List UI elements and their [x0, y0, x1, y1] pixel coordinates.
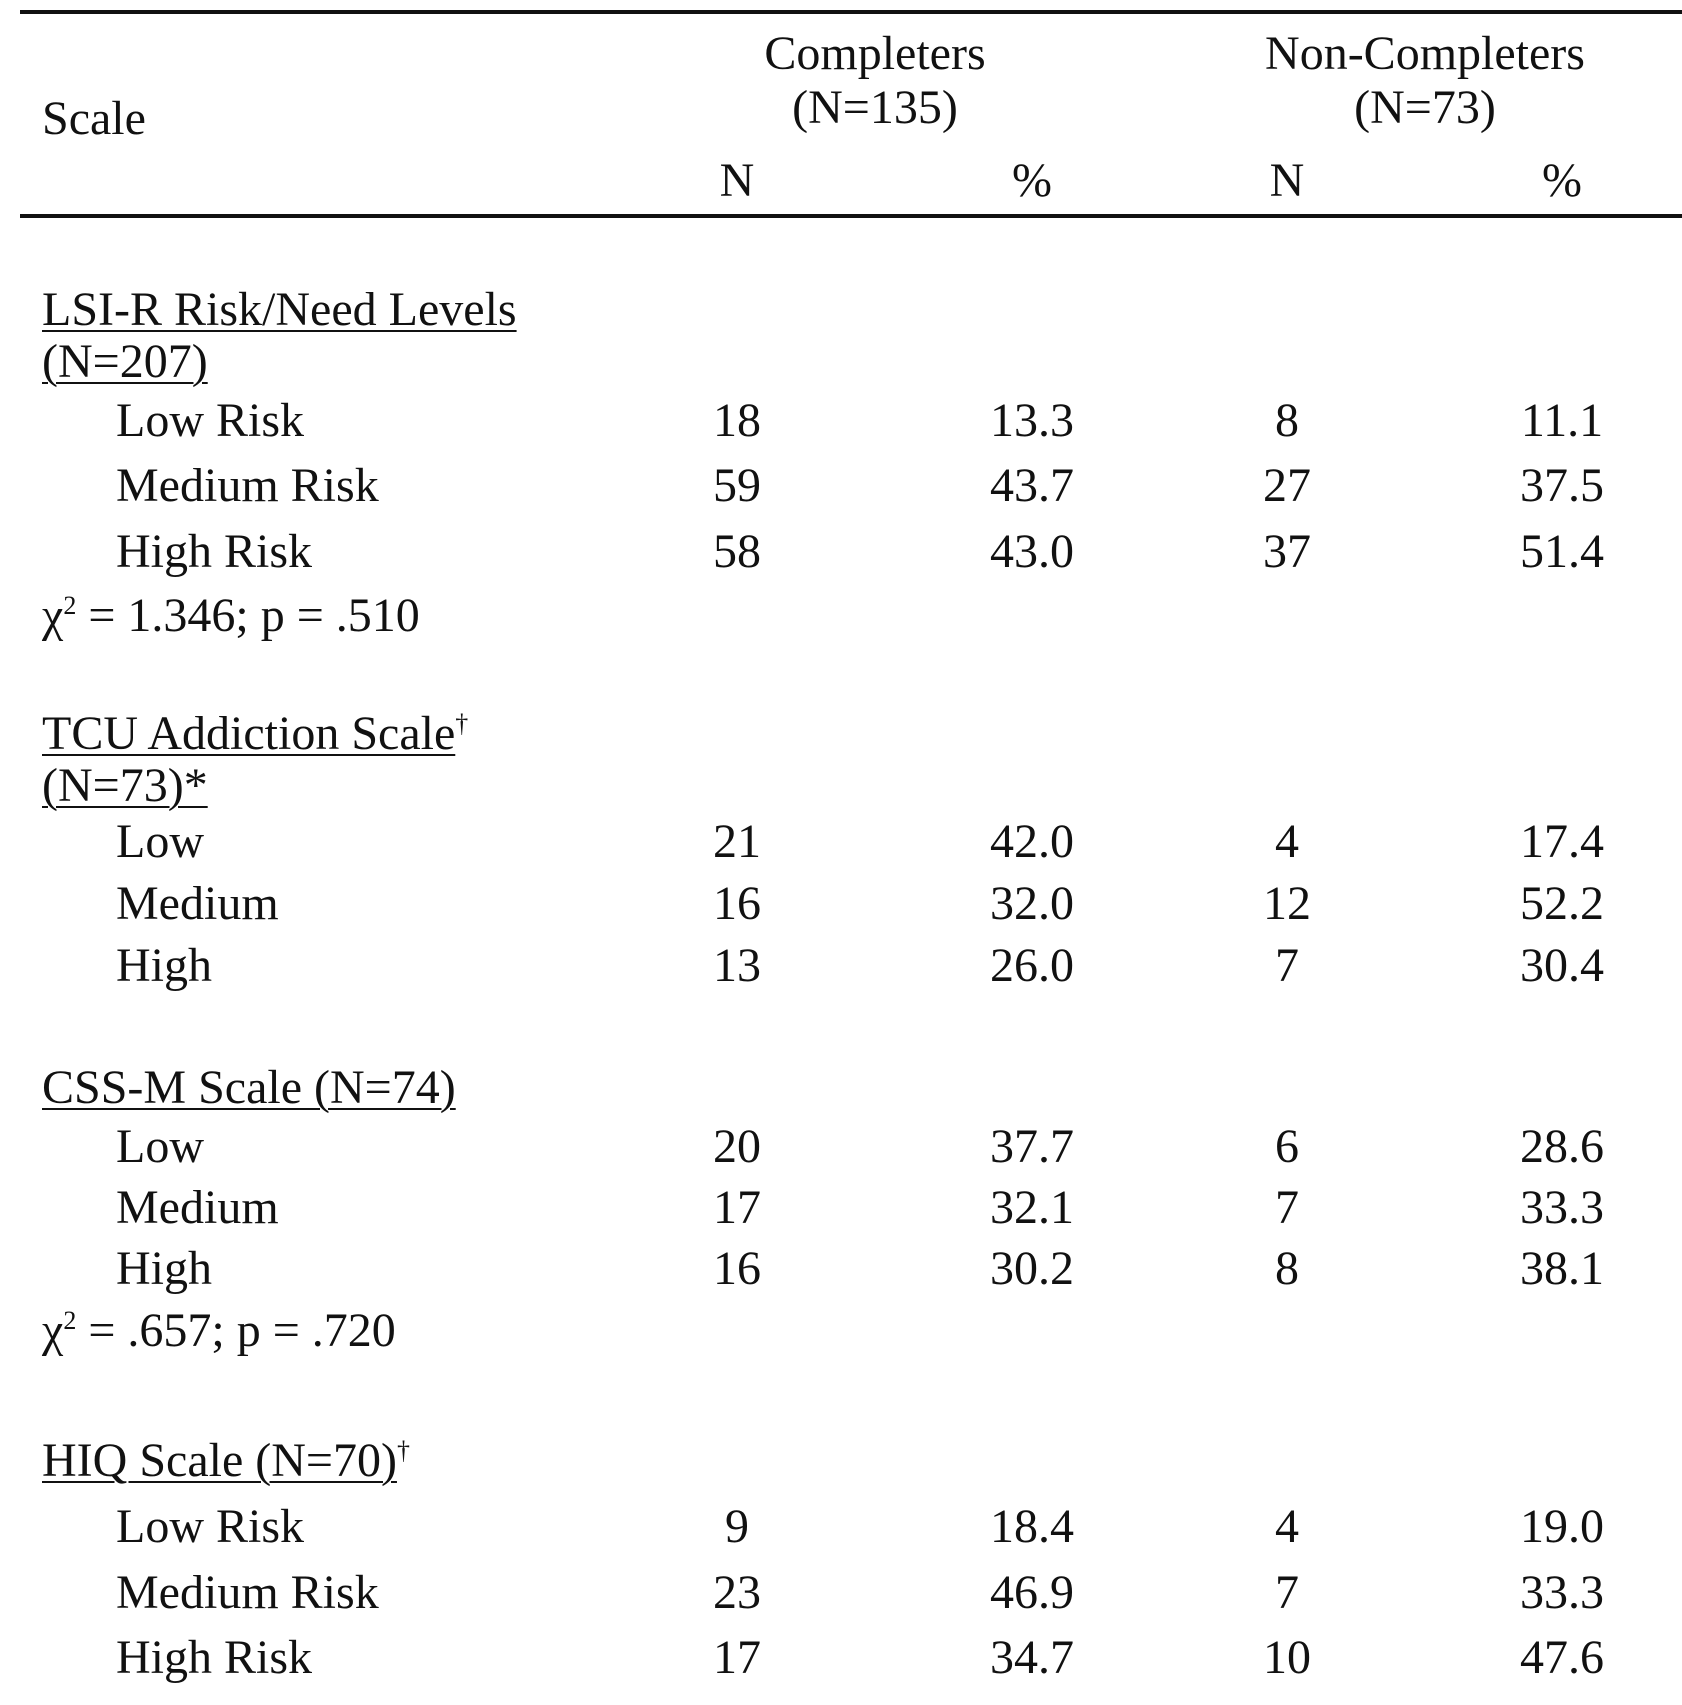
completers-pct: 13.3 [990, 394, 1074, 447]
section-title-text: HIQ Scale (N=70) [42, 1434, 397, 1487]
section-title-text: TCU Addiction Scale [42, 707, 456, 760]
dagger-mark: † [396, 1436, 410, 1465]
completers-pct: 46.9 [990, 1566, 1074, 1619]
completers-pct: 30.2 [990, 1242, 1074, 1295]
noncompleters-pct: 11.1 [1520, 394, 1604, 447]
noncompleters-pct: 19.0 [1520, 1500, 1604, 1553]
noncompleters-header: Non-Completers [1265, 27, 1585, 80]
completers-pct: 32.1 [990, 1181, 1074, 1234]
completers-pct: 42.0 [990, 815, 1074, 868]
chi-symbol: χ [42, 589, 64, 642]
noncompleters-n-header: (N=73) [1354, 81, 1496, 134]
noncompleters-n: 10 [1263, 1631, 1311, 1684]
header-bottom-rule [20, 214, 1682, 218]
row-label: Low [116, 815, 204, 868]
noncompleters-n: 4 [1275, 1500, 1299, 1553]
noncompleters-pct: 33.3 [1520, 1181, 1604, 1234]
row-label: Medium Risk [116, 1566, 379, 1619]
completers-n: 21 [713, 815, 761, 868]
noncompleters-n-col-header: N [1269, 154, 1305, 207]
noncompleters-n: 8 [1275, 1242, 1299, 1295]
completers-n: 16 [713, 1242, 761, 1295]
completers-n: 9 [725, 1500, 749, 1553]
section-subtitle-lsir: (N=207) [42, 335, 208, 388]
noncompleters-n: 7 [1275, 939, 1299, 992]
chi-exponent: 2 [63, 591, 77, 620]
completers-pct: 43.7 [990, 459, 1074, 512]
completers-pct-col-header: % [1012, 154, 1052, 207]
chi-exponent: 2 [63, 1306, 77, 1335]
noncompleters-pct: 51.4 [1520, 525, 1604, 578]
completers-n: 59 [713, 459, 761, 512]
noncompleters-pct: 52.2 [1520, 877, 1604, 930]
noncompleters-n: 27 [1263, 459, 1311, 512]
completers-header: Completers [764, 27, 986, 80]
chi-stat-text: = 1.346; p = .510 [76, 589, 420, 642]
noncompleters-n: 7 [1275, 1181, 1299, 1234]
row-label: Low Risk [116, 394, 305, 447]
completers-n: 23 [713, 1566, 761, 1619]
completers-n: 17 [713, 1181, 761, 1234]
chi-square-stat [42, 589, 420, 642]
completers-n-col-header: N [719, 154, 755, 207]
chi-stat-text: = .657; p = .720 [76, 1304, 396, 1357]
noncompleters-pct: 30.4 [1520, 939, 1604, 992]
row-label: Low [116, 1120, 204, 1173]
noncompleters-n: 12 [1263, 877, 1311, 930]
top-rule [20, 10, 1682, 14]
section-title-tcu [42, 707, 469, 760]
completers-pct: 18.4 [990, 1500, 1074, 1553]
completers-n: 18 [713, 394, 761, 447]
noncompleters-n: 7 [1275, 1566, 1299, 1619]
row-label: Medium [116, 1181, 279, 1234]
row-label: High [116, 939, 212, 992]
completers-n: 20 [713, 1120, 761, 1173]
completers-pct: 34.7 [990, 1631, 1074, 1684]
section-title-hiq [42, 1434, 410, 1487]
section-subtitle-tcu: (N=73)* [42, 759, 208, 812]
noncompleters-n: 8 [1275, 394, 1299, 447]
completers-n: 16 [713, 877, 761, 930]
noncompleters-n: 4 [1275, 815, 1299, 868]
completers-pct: 43.0 [990, 525, 1074, 578]
noncompleters-pct: 38.1 [1520, 1242, 1604, 1295]
noncompleters-pct: 17.4 [1520, 815, 1604, 868]
completers-pct: 37.7 [990, 1120, 1074, 1173]
noncompleters-pct: 28.6 [1520, 1120, 1604, 1173]
completers-n: 13 [713, 939, 761, 992]
completers-n-header: (N=135) [792, 81, 958, 134]
row-label: High [116, 1242, 212, 1295]
row-label: Low Risk [116, 1500, 305, 1553]
completers-n: 58 [713, 525, 761, 578]
section-title-cssm: CSS-M Scale (N=74) [42, 1061, 456, 1114]
completers-n: 17 [713, 1631, 761, 1684]
row-label: Medium Risk [116, 459, 379, 512]
noncompleters-pct: 37.5 [1520, 459, 1604, 512]
noncompleters-pct: 47.6 [1520, 1631, 1604, 1684]
noncompleters-pct-col-header: % [1542, 154, 1582, 207]
dagger-mark: † [455, 709, 469, 738]
noncompleters-n: 37 [1263, 525, 1311, 578]
section-title-lsir: LSI-R Risk/Need Levels [42, 283, 517, 336]
completers-pct: 32.0 [990, 877, 1074, 930]
chi-symbol: χ [42, 1304, 64, 1357]
noncompleters-n: 6 [1275, 1120, 1299, 1173]
row-label: High Risk [116, 525, 313, 578]
chi-square-stat [42, 1304, 396, 1357]
completers-pct: 26.0 [990, 939, 1074, 992]
scale-header: Scale [42, 92, 146, 145]
row-label: Medium [116, 877, 279, 930]
row-label: High Risk [116, 1631, 313, 1684]
noncompleters-pct: 33.3 [1520, 1566, 1604, 1619]
